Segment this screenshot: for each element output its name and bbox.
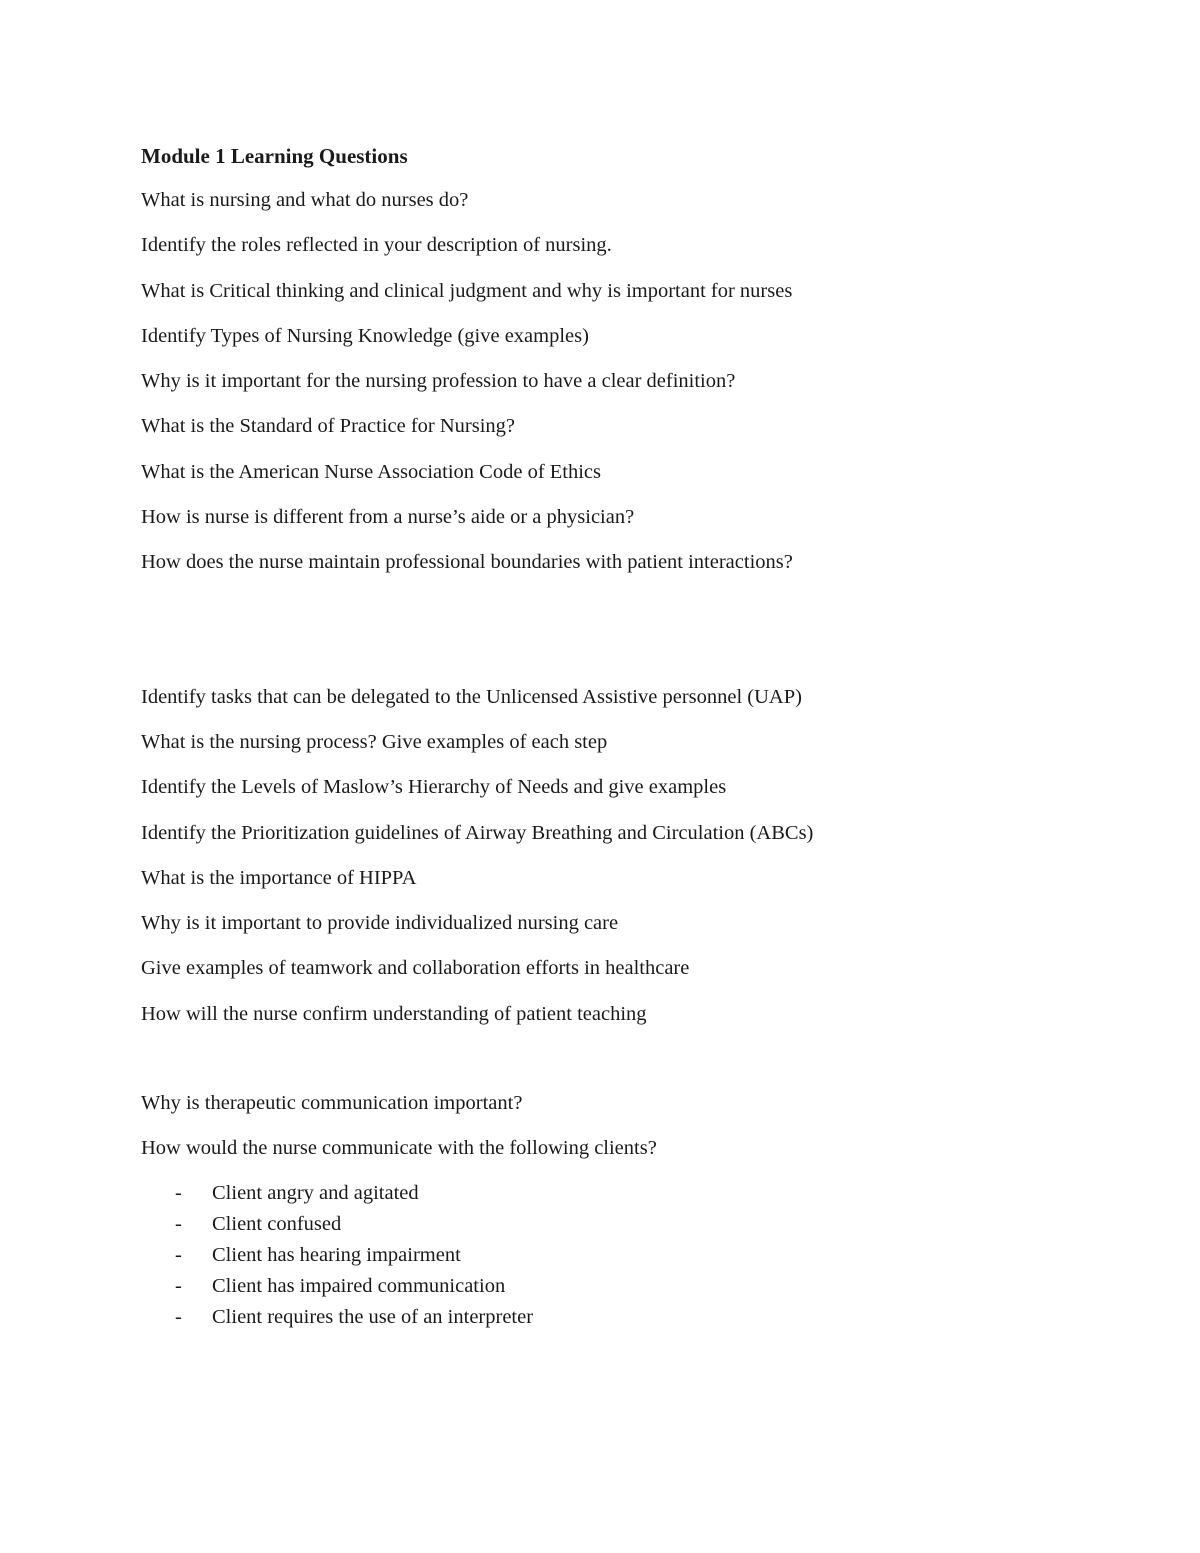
list-item (141, 1240, 1041, 1271)
question: Identify the roles reflected in your description of nursing. (141, 234, 612, 257)
question: What is the nursing process? Give examples of each step (141, 730, 608, 753)
question: Give examples of teamwork and collaboration efforts in healthcare (141, 957, 690, 980)
dash-bullet-marker: - (175, 1182, 182, 1205)
question: How is nurse is different from a nurse’s aide or a physician? (141, 506, 635, 529)
dash-bullet-marker: - (175, 1213, 182, 1236)
question: How will the nurse confirm understanding of patient teaching (141, 1002, 647, 1025)
question: Identify the Prioritization guidelines of Airway Breathing and Circulation (ABCs) (141, 821, 814, 844)
question: What is nursing and what do nurses do? (141, 189, 469, 211)
dash-bullet-marker: - (175, 1244, 182, 1267)
list-item-text: Client angry and agitated (212, 1182, 419, 1205)
question: Identify Types of Nursing Knowledge (give examples) (141, 324, 589, 347)
question: What is the importance of HIPPA (141, 866, 417, 889)
document-content (141, 140, 1041, 1333)
list-item (141, 1302, 1041, 1333)
question: Identify the Levels of Maslow’s Hierarchy of Needs and give examples (141, 776, 727, 799)
list-item (141, 1271, 1041, 1302)
question: Why is it important to provide individualized nursing care (141, 912, 619, 935)
list-item-text: Client confused (212, 1213, 342, 1236)
dash-bullet-marker: - (175, 1306, 182, 1329)
question: What is the Standard of Practice for Nursing? (141, 415, 516, 438)
list-item-text: Client requires the use of an interpreter (212, 1306, 534, 1329)
client-list (141, 1178, 1041, 1333)
question: Why is therapeutic communication important? (141, 1092, 523, 1115)
question: What is the American Nurse Association Code of Ethics (141, 460, 602, 483)
document-title: Module 1 Learning Questions (141, 144, 408, 168)
list-item-text: Client has hearing impairment (212, 1244, 461, 1267)
blank-space (141, 1043, 1041, 1087)
blank-space (141, 592, 1041, 681)
question: What is Critical thinking and clinical judgment and why is important for nurses (141, 279, 793, 302)
list-item (141, 1209, 1041, 1240)
question: Why is it important for the nursing profession to have a clear definition? (141, 370, 736, 393)
dash-bullet-marker: - (175, 1275, 182, 1298)
question: Identify tasks that can be delegated to the Unlicensed Assistive personnel (UAP) (141, 685, 802, 708)
list-item (141, 1178, 1041, 1209)
list-item-text: Client has impaired communication (212, 1275, 506, 1298)
question: How would the nurse communicate with the following clients? (141, 1137, 657, 1160)
question: How does the nurse maintain professional boundaries with patient interactions? (141, 551, 793, 574)
